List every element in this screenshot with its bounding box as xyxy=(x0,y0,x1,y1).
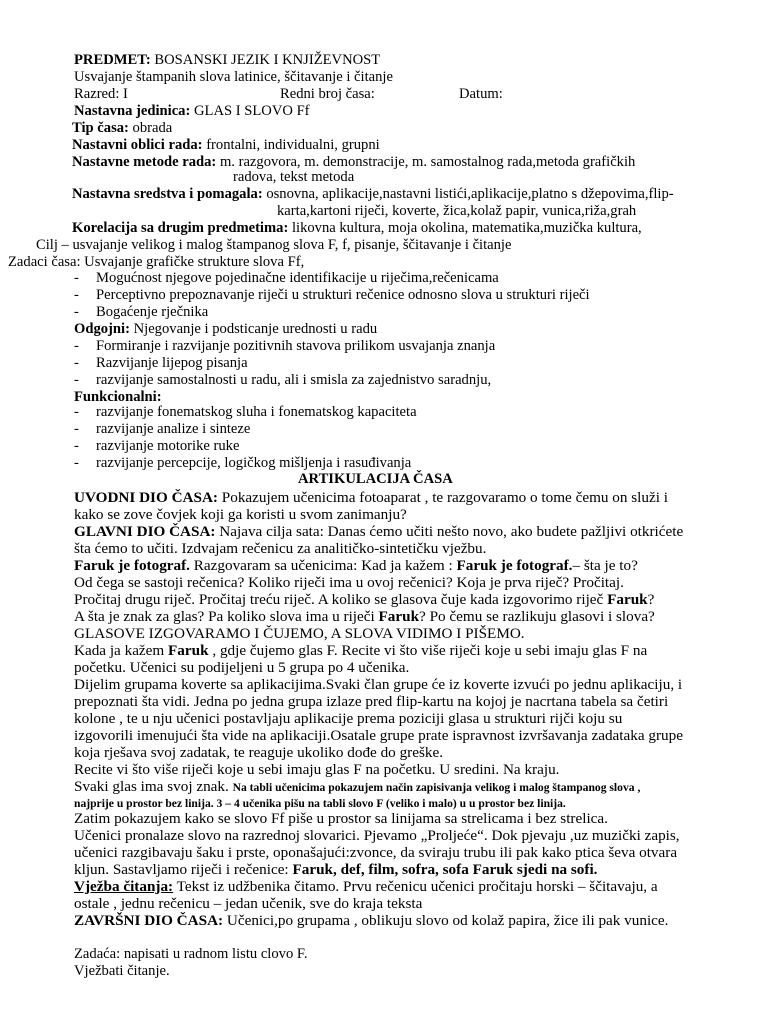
zadaci-line: Zadaci časa: Usvajanje grafičke strukture slova Ff, xyxy=(8,254,305,270)
faruk-sentence-2: Faruk je fotograf. xyxy=(456,557,573,574)
text-line xyxy=(74,591,654,608)
razred: Razred: I xyxy=(74,86,128,102)
oblici-line xyxy=(72,137,380,154)
metode-label: Nastavne metode rada: xyxy=(72,154,217,170)
tip-line xyxy=(72,120,172,137)
list-item: razvijanje samostalnosti u radu, ali i smisla za zajednistvo saradnju, xyxy=(96,372,492,388)
bullet: - xyxy=(74,438,79,454)
bullet: - xyxy=(74,304,79,320)
faruk-text: Razgovaram sa učenicima: Kad ja kažem : xyxy=(189,557,457,574)
list-item: razvijanje motorike ruke xyxy=(96,438,240,454)
oblici-label: Nastavni oblici rada: xyxy=(72,137,203,153)
odgojni-value: Njegovanje i podsticanje urednosti u radu xyxy=(129,321,378,337)
bullet: - xyxy=(74,270,79,286)
bullet: - xyxy=(74,287,79,303)
glavni-line-2: šta ćemo to učiti. Izdvajam rečenicu za analitičko-sintetičku vježbu. xyxy=(74,540,487,557)
zavrsni-line xyxy=(74,912,668,929)
list-item: Razvijanje lijepog pisanja xyxy=(96,355,248,371)
zadaca-line: Zadaća: napisati u radnom listu clovo F. xyxy=(74,946,308,962)
text-line: Dijelim grupama koverte sa aplikacijima.Svaki član grupe će iz koverte izvući po jednu aplikaciju, i xyxy=(74,676,683,693)
text-span: ? xyxy=(647,591,655,608)
metode-value: m. razgovora, m. demonstracije, m. samostalnog rada,metoda grafičkih xyxy=(216,154,636,170)
sredstva-label: Nastavna sredstva i pomagala: xyxy=(72,186,263,202)
glavni-line xyxy=(74,523,683,540)
tip-label: Tip časa: xyxy=(72,120,129,136)
list-item: Formiranje i razvijanje pozitivnih stavova prilikom usvajanja znanja xyxy=(96,338,496,354)
sredstva-value-cont: karta,kartoni riječi, koverte, žica,kolaž papir, vunica,riža,grah xyxy=(277,203,637,219)
text-span: , gdje čujemo glas F. Recite vi što više riječi koje u sebi imaju glas F na xyxy=(208,642,648,659)
text-line: prepoznati šta vidi. Jedna po jedna grupa izlaze pred flip-kartu na kojoj je nacrtana tabela sa četiri xyxy=(74,693,669,710)
text-line: Recite vi što više riječi koje u sebi imaju glas F na početku. U sredini. Na kraju. xyxy=(74,761,560,778)
predmet-line xyxy=(74,52,380,69)
odgojni-line xyxy=(74,321,377,338)
text-span: Svaki glas ima svoj znak. xyxy=(74,778,233,795)
list-item: Mogućnost njegove pojedinačne identifikacije u riječima,rečenicama xyxy=(96,270,499,286)
text-line xyxy=(74,861,597,878)
redni-broj: Redni broj časa: xyxy=(280,86,375,102)
cilj-line: Cilj – usvajanje velikog i malog štampanog slova F, f, pisanje, ščitavanje i čitanje xyxy=(36,237,512,253)
bullet: - xyxy=(74,338,79,354)
text-line: koja rješava svoj zadatak, te reaguje ukoliko dođe do greške. xyxy=(74,744,444,761)
zavrsni-label: ZAVRŠNI DIO ČASA: xyxy=(74,912,224,929)
odgojni-label: Odgojni: xyxy=(74,321,130,337)
uvodni-text: Pokazujem učenicima fotoaparat , te razgovaramo o tome čemu on služi i xyxy=(217,489,668,506)
text-line: Od čega se sastoji rečenica? Koliko riječi ima u ovoj rečenici? Koja je prva riječ? Pročitaj. xyxy=(74,574,624,591)
list-item: Bogaćenje rječnika xyxy=(96,304,209,320)
korelacija-line xyxy=(72,220,642,237)
uvodni-line xyxy=(74,489,668,506)
metode-value-cont: radova, tekst metoda xyxy=(233,169,355,185)
jedinica-line xyxy=(74,103,310,120)
korelacija-value: likovna kultura, moja okolina, matematika,muzička kultura, xyxy=(288,220,642,236)
list-item: Perceptivno prepoznavanje riječi u strukturi rečenice odnosno slova u strukturi riječi xyxy=(96,287,590,303)
jedinica-value: GLAS I SLOVO Ff xyxy=(190,103,310,119)
sredstva-value: osnovna, aplikacije,nastavni listići,aplikacije,platno s džepovima,flip- xyxy=(262,186,674,202)
sredstva-line xyxy=(72,186,674,203)
bullet: - xyxy=(74,355,79,371)
korelacija-label: Korelacija sa drugim predmetima: xyxy=(72,220,289,236)
text-line: početku. Učenici su podijeljeni u 5 grupa po 4 učenika. xyxy=(74,659,410,676)
faruk-question: – šta je to? xyxy=(572,557,638,574)
funkcionalni-label-text: Funkcionalni: xyxy=(74,389,162,405)
bullet: - xyxy=(74,455,79,471)
faruk-word: Faruk xyxy=(168,642,209,659)
topic-line: Usvajanje štampanih slova latinice, ščitavanje i čitanje xyxy=(74,69,393,85)
zavrsni-text: Učenici,po grupama , oblikuju slovo od kolaž papira, žice ili pak vunice. xyxy=(223,912,669,929)
faruk-sentence: Faruk je fotograf. xyxy=(74,557,190,574)
jedinica-label: Nastavna jedinica: xyxy=(74,103,191,119)
text-span: A šta je znak za glas? Pa koliko slova ima u riječi xyxy=(74,608,379,625)
text-span: Kada ja kažem xyxy=(74,642,169,659)
vjezba-line xyxy=(74,878,658,895)
glavni-label: GLAVNI DIO ČASA: xyxy=(74,523,216,540)
text-line: Učenici pronalaze slovo na razrednoj slovarici. Pjevamo „Proljeće“. Dok pjevaju ,uz muzički zapis, xyxy=(74,827,680,844)
faruk-word: Faruk xyxy=(607,591,648,608)
oblici-value: frontalni, individualni, grupni xyxy=(202,137,380,153)
list-item: razvijanje fonematskog sluha i fonematskog kapaciteta xyxy=(96,404,417,420)
text-line xyxy=(74,778,640,796)
list-item: razvijanje analize i sinteze xyxy=(96,421,251,437)
text-span: ? Po čemu se razlikuju glasovi i slova? xyxy=(419,608,655,625)
faruk-line xyxy=(74,557,638,574)
vjezba-label: Vježba čitanja: xyxy=(74,878,174,895)
tip-value: obrada xyxy=(128,120,173,136)
datum: Datum: xyxy=(459,86,503,102)
text-line: izgovorili imenujući šta vide na aplikaciji.Osatale grupe prate ispravnost izvršavanja zadataka grupe xyxy=(74,727,683,744)
words-sentence: Faruk, def, film, sofra, sofa Faruk sjedi na sofi. xyxy=(292,861,598,878)
glavni-text: Najava cilja sata: Danas ćemo učiti nešto novo, ako budete pažljivi otkrićete xyxy=(215,523,684,540)
list-item: razvijanje percepcije, logičkog mišljenja i rasuđivanja xyxy=(96,455,412,471)
uvodni-label: UVODNI DIO ČASA: xyxy=(74,489,218,506)
faruk-word: Faruk xyxy=(378,608,420,625)
text-span: Pročitaj drugu riječ. Pročitaj treću riječ. A koliko se glasova čuje kada izgovorimo riječ xyxy=(74,591,608,608)
text-line: GLASOVE IZGOVARAMO I ČUJEMO, A SLOVA VIDIMO I PIŠEMO. xyxy=(74,625,525,642)
bullet: - xyxy=(74,372,79,388)
bullet: - xyxy=(74,421,79,437)
vjezba-text: Tekst iz udžbenika čitamo. Prvu rečenicu učenici pročitaju horski – ščitavaju, a xyxy=(173,878,658,895)
bold-note: najprije u prostor bez linija. 3 – 4 učenika pišu na tabli slovo F (veliko i malo) u u prostor bez linija. xyxy=(74,797,566,810)
artikulacija-title xyxy=(298,471,453,488)
text-line xyxy=(74,608,655,625)
text-line: ostale , jednu rečenicu – jedan učenik, sve do kraja teksta xyxy=(74,895,423,912)
text-line: Zatim pokazujem kako se slovo Ff piše u prostor sa linijama sa strelicama i bez strelica. xyxy=(74,810,608,827)
artikulacija-title-text: ARTIKULACIJA ČASA xyxy=(298,471,453,487)
uvodni-line-2: kako se zove čovjek koji ga koristi u svom zanimanju? xyxy=(74,506,407,523)
predmet-value: BOSANSKI JEZIK I KNJIŽEVNOST xyxy=(150,52,381,68)
predmet-label: PREDMET: xyxy=(74,52,151,68)
bullet: - xyxy=(74,404,79,420)
text-line: učenici razgibavaju šaku i prste, oponašajući:zvonce, da sviraju trubu ili pak kako ptica ševa otvara xyxy=(74,844,678,861)
text-span: kljun. Sastavljamo riječi i rečenice: xyxy=(74,861,293,878)
text-line xyxy=(74,642,647,659)
text-line: kolone , te u nju učenici postavljaju aplikacije prema poziciji glasa u strukturi rijči koju su xyxy=(74,710,623,727)
vjezbati-line: Vježbati čitanje. xyxy=(74,963,170,979)
bold-note: Na tabli učenicima pokazujem način zapisivanja velikog i malog štampanog slova , xyxy=(232,781,641,794)
